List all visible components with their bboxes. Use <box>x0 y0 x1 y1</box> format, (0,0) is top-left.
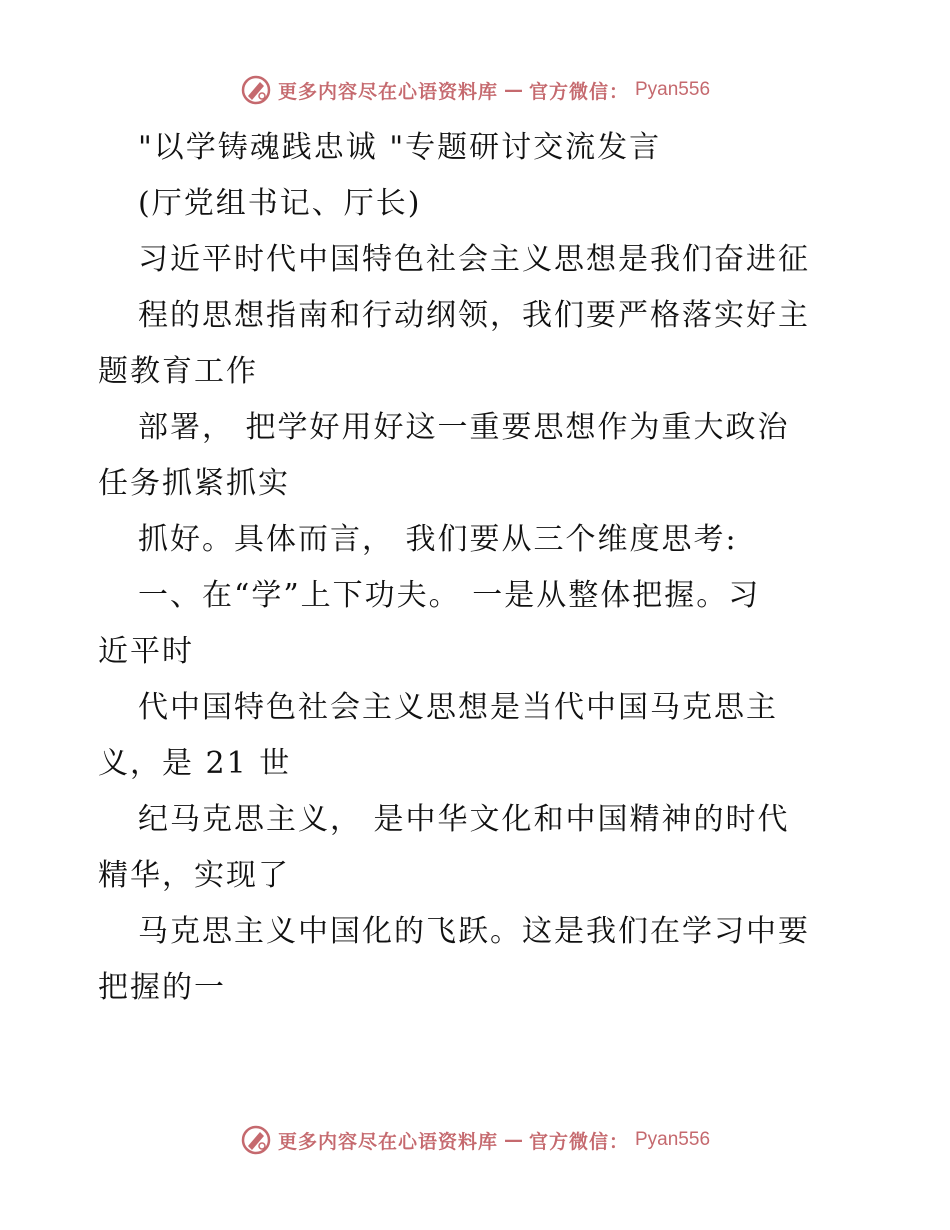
watermark-id: Pyan556 <box>635 1129 711 1150</box>
text-line: 题教育工作 <box>98 354 258 389</box>
watermark-suffix: 官方微信： <box>528 1130 629 1153</box>
footer-watermark <box>0 1120 950 1160</box>
text-line: 纪马克思主义， 是中华文化和中国精神的时代 <box>138 802 790 837</box>
logo-icon <box>240 74 272 106</box>
text-line: 马克思主义中国化的飞跃。这是我们在学习中要 <box>138 914 810 949</box>
text-line: 任务抓紧抓实 <box>98 466 290 501</box>
text-line: 习近平时代中国特色社会主义思想是我们奋进征 <box>138 242 810 277</box>
document-subtitle: (厅党组书记、厅长) <box>138 186 422 221</box>
text-line: 部署， 把学好用好这一重要思想作为重大政治 <box>138 410 790 445</box>
watermark-suffix: 官方微信： <box>528 80 629 103</box>
text-line: 代中国特色社会主义思想是当代中国马克思主 <box>138 690 778 725</box>
text-line: 精华，实现了 <box>98 858 290 893</box>
text-line: 近平时 <box>98 634 194 669</box>
logo-icon <box>240 1124 272 1156</box>
watermark-text: 更多内容尽在心语资料库 <box>277 1130 498 1153</box>
header-watermark <box>0 70 950 110</box>
document-title: "以学铸魂践忠诚 "专题研讨交流发言 <box>138 130 662 165</box>
text-line: 把握的一 <box>98 970 226 1005</box>
text-line: 抓好。具体而言， 我们要从三个维度思考: <box>138 522 738 557</box>
watermark-id: Pyan556 <box>635 79 711 100</box>
text-line: 程的思想指南和行动纲领，我们要严格落实好主 <box>138 298 810 333</box>
text-line: 一、在“学”上下功夫。 一是从整体把握。习 <box>138 578 761 613</box>
document-body <box>98 120 858 1016</box>
watermark-dash: — <box>503 79 523 101</box>
watermark-text: 更多内容尽在心语资料库 <box>277 80 498 103</box>
watermark-dash: — <box>503 1129 523 1151</box>
text-line: 义，是 21 世 <box>98 746 292 781</box>
